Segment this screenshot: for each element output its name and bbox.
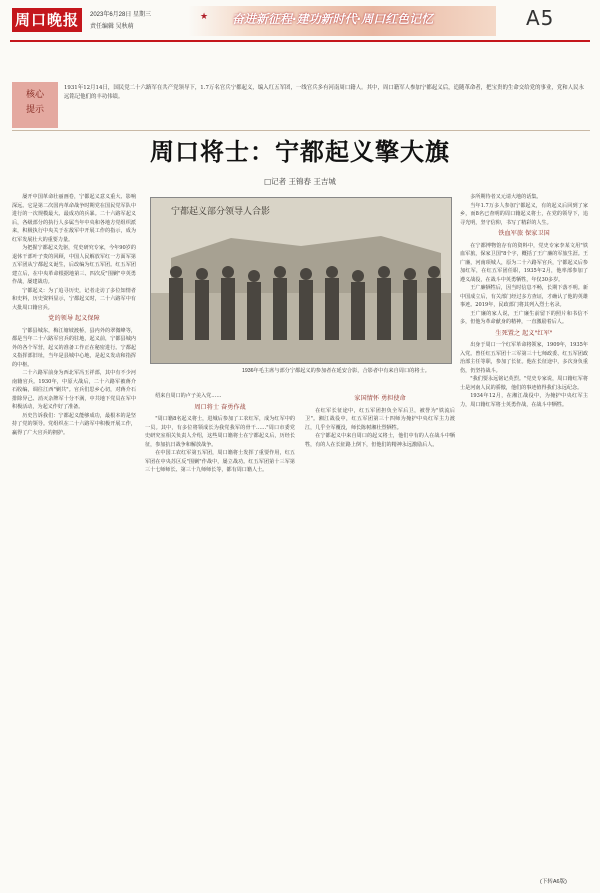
article-column-1 [12,193,136,883]
issue-date: 2023年6月28日 星期三 [90,12,152,18]
hint-divider [12,130,590,131]
hint-label-top: 核心 [25,90,44,100]
editor-credits: 责任编辑 吴秋萌 [90,24,134,30]
hint-label-bottom: 提示 [25,105,44,115]
section-subhead: 家国情怀 勇担使命 [354,395,406,402]
paragraph: 多所期待者又元请大地的话集。 [470,194,542,200]
paragraph: 绍来自周口的卢子美入党…… [155,393,222,399]
paragraph: 二十六路军前身为西北军冯玉祥部，其中有不少河南籍官兵。1930年，中原大战后，二十六路军被蒋介石收编，调往江西"剿共"。官兵们思乡心切，对蒋介石排除异己、消灭杂牌军十分不满，中共地下党员在军中积极活动，为起义作好了准备。 [12,370,136,410]
section-subhead: 生死置之 起义"红军" [495,329,553,337]
header-divider [10,40,590,42]
paragraph: 在宁都博物馆存有的资料中，党史专家李某文用"铁血军旅，保家卫国"8个字，概括了王广廉的军旅生涯。王广廉，河南项城人，原为二十六路军官兵，宁都起义后参加红军，在红五军团任职，1935年2月，他率部参加了遵义战役，在战斗中英勇牺牲，年仅30多岁。 [460,242,588,283]
photo-illustration [151,198,451,363]
paragraph: 为把握宁都起义先驱，党史研究专家，今年90岁的退休干部叶子贵的回顾，中国人民解放军红一方面军第五军团从宁都起义诞生，后改编为红五军团。红五军团建立后，在中央革命根据地第三、四次反"围剿"中英勇作战，屡建战功。 [12,245,136,285]
paragraph: 宁都起义：为了追寻历史，记者走访了多位知情者和史料，历史资料显示，宁都起义时，二十六路军中有大批周口籍官兵。 [12,287,136,311]
section-tagline: 奋进新征程·建功新时代·周口红色记忆 [232,12,434,26]
photo-inscription: 宁都起义部分领导人合影 [171,207,271,217]
section-subhead: 铁血军旅 保家卫国 [498,230,550,237]
paragraph: 1934年12月，在湘江战役中，为掩护中央红军主力，周口籍红军将士英勇作战，在战斗中牺牲。 [460,393,588,408]
page-title: 周口将士：宁都起义擎大旗 [150,138,450,166]
paragraph: 出身于周口一个红军革命将领家，1909年，1935年入党。曾任红五军团十三军第三十七师政委、红五军团政治部主任等职，参加了长征。他在长征途中，多次身负重伤，仍坚持战斗。 [460,342,588,374]
paragraph: 在中国工农红军第五军团，周口籍将士发挥了重要作用，红五军团在中央苏区反"围剿"作战中，屡立战功。红五军团第十三军第三十七师师长、第三十九师师长等，都有周口籍人士。 [145,450,295,473]
paragraph: 当年1.7万多人参加宁都起义，有的起义后回到了家乡，而8名已查明的周口籍起义将士，在党的领导下，追寻光明，坚守信仰，书写了精彩的人生。 [460,202,588,226]
paragraph: "我们要永远铭记英烈。"党史专家说，周口籍红军将士是河南人民的骄傲，他们的事迹值得我们永远纪念。 [460,376,588,391]
section-subhead: 党的领导 起义保障 [48,315,100,322]
paragraph: 宁都县城东，梅江塘坡渡桥，县内外的翠微峰等，都是当年二十六路军官兵的驻地，起义前，宁都县城内外的各个军营，起义的准备工作正在秘密进行。宁都起义指挥部旧址，当年是县城中心地，是起义发动和指挥的中枢。 [12,327,136,368]
paragraph: 王广廉牺牲后，因当时信息不畅，长期下落不明。新中国成立后，有关部门经过多方查证，才确认了他的英雄事迹。2019年，民政部门将其列入烈士名录。 [460,285,588,308]
paragraph: 王广廉的家人说，王广廉生前留下的照片和书信不多，但他为革命献身的精神，一直激励着后人。 [460,310,588,325]
continued-note: (下转A6版) [540,879,567,885]
paragraph: 在宁都起义中来自周口的起义将士，他们中有的人在战斗中牺牲，有的人在长征路上倒下，但他们的精神永远激励后人。 [305,433,455,448]
article-column-right [460,193,588,883]
core-hint-label [12,82,58,128]
newspaper-masthead: 周口晚报 [12,8,82,32]
core-hint-text: 1931年12月14日，国民党二十六路军在共产党领导下，1.7万名官兵宁都起义，编入红五军团，一线官兵多有河南周口籍人。其中，周口籍军人参加宁都起义后，追随革命者，把宝贵的生命交给党的事业，党和人民永远铭记他们的丰功伟绩。 [64,85,584,100]
paragraph: "周口籍8名起义将士，进城后参加了工农红军，成为红军中的一员。其中，有多位将领成长为我党我军的骨干……"周口市委党史研究室相关负责人介绍，这些周口籍将士在宁都起义后，历经长征，参加抗日战争和解放战争。 [145,416,295,448]
star-icon: ★ [200,12,209,22]
page-number: A5 [526,6,555,30]
byline: □记者 王锦春 王吉城 [264,177,336,186]
paragraph: 屡开中国革命壮丽画卷，宁都起义意义重大、影响深远。它是第二次国内革命战争时期党在国民党军队中进行的一次规模最大、最成功的兵暴。二十六路军起义后，各级部分的执行人多属当年中央和各地方党组织派来，积极执行中央关于在敌军中开展工作的指示，成为红军发展壮大的重要力量。 [12,194,136,243]
article-column-3 [305,392,455,882]
paragraph: 在红军长征途中，红五军团担负全军后卫，被誉为"铁流后卫"。湘江战役中，红五军团第三十四师为掩护中央红军主力渡江，几乎全军覆没，师长陈树湘壮烈牺牲。 [305,407,455,431]
article-column-2 [145,392,295,882]
photo-caption: 1936年毛主席与部分宁都起义的参加者在延安合影，合影者中有来自周口的将士。 [242,368,430,374]
historical-group-photo [150,197,452,364]
paragraph: 历史告诉我们：宁都起义能够成功，最根本的是坚持了党的领导。党组织在二十六路军中积极开展工作，赢得了广大官兵的拥护。 [12,412,136,436]
section-subhead: 周口将士 奋勇作战 [194,403,246,411]
